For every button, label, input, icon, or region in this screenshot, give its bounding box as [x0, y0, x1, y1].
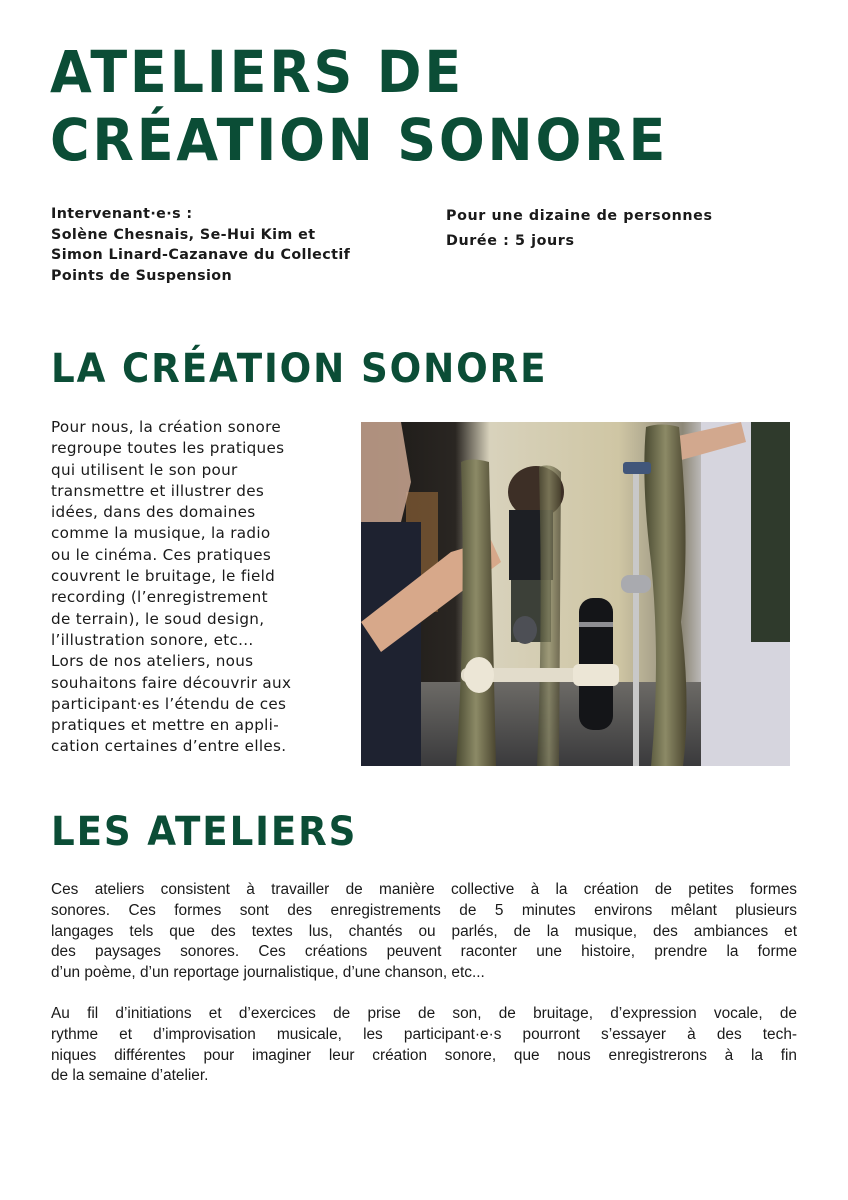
- facilitators-line: Points de Suspension: [51, 267, 233, 284]
- text-line: qui utilisent le son pour: [51, 460, 238, 479]
- text-line: idées, dans des domaines: [51, 503, 256, 522]
- text-line: souhaitons faire découvrir aux: [51, 673, 292, 692]
- text-line: Ces ateliers consistent à travailler de manière collective à la création de petites formes: [51, 881, 797, 898]
- facilitators-line: Solène Chesnais, Se-Hui Kim et: [51, 226, 316, 243]
- text-line: rythme et d’improvisation musicale, les participant·e·s pourront s’essayer à des tech-: [51, 1025, 797, 1043]
- text-line: sonores. Ces formes sont des enregistrements de 5 minutes environs mêlant plusieurs: [51, 901, 797, 919]
- duration: Durée : 5 jours: [446, 232, 575, 249]
- text-line: langages tels que des textes lus, chantés ou parlés, de la musique, des ambiances et: [51, 922, 797, 940]
- text-line: couvrent le bruitage, le field: [51, 567, 276, 586]
- title-line-2: CRÉATION SONORE: [50, 106, 669, 174]
- text-line: Lors de nos ateliers, nous: [51, 652, 254, 671]
- section-heading-creation: LA CRÉATION SONORE: [51, 346, 548, 392]
- facilitators-label: Intervenant·e·s :: [51, 206, 193, 222]
- text-line: participant·es l’étendu de ces: [51, 694, 287, 713]
- text-line: pratiques et mettre en appli-: [51, 716, 279, 735]
- group-size: Pour une dizaine de personnes: [446, 208, 713, 224]
- facilitators-block: [51, 204, 411, 286]
- ateliers-paragraph-2: [51, 1004, 797, 1087]
- text-line: Pour nous, la création sonore: [51, 418, 281, 436]
- text-line: de terrain), le soud design,: [51, 609, 265, 628]
- facilitators-line: Simon Linard-Cazanave du Collectif: [51, 247, 351, 263]
- text-line: niques différentes pour imaginer leur création sonore, que nous enregistrerons à la fin: [51, 1046, 797, 1064]
- workshop-photo: [361, 422, 790, 766]
- ateliers-paragraph-1: [51, 880, 797, 984]
- text-line: regroupe toutes les pratiques: [51, 439, 285, 458]
- section-heading-ateliers: LES ATELIERS: [51, 809, 358, 855]
- text-line: cation certaines d’entre elles.: [51, 737, 287, 756]
- text-line: Au fil d’initiations et d’exercices de prise de son, de bruitage, d’expression vocale, de: [51, 1005, 797, 1022]
- text-line: des paysages sonores. Ces créations peuvent raconter une histoire, prendre la forme: [51, 943, 797, 961]
- text-line: l’illustration sonore, etc...: [51, 630, 254, 649]
- text-line: recording (l’enregistrement: [51, 588, 268, 607]
- text-line: comme la musique, la radio: [51, 524, 271, 543]
- text-line: ou le cinéma. Ces pratiques: [51, 545, 272, 564]
- creation-description: [51, 417, 351, 758]
- workshop-details: [446, 204, 786, 253]
- title-line-1: ATELIERS DE: [50, 38, 464, 106]
- text-line: d’un poème, d’un reportage journalistique, d’une chanson, etc...: [51, 964, 485, 982]
- text-line: transmettre et illustrer des: [51, 481, 265, 500]
- page-title: [50, 38, 668, 174]
- text-line: de la semaine d’atelier.: [51, 1067, 209, 1085]
- workshop-photo-illustration: [361, 422, 790, 766]
